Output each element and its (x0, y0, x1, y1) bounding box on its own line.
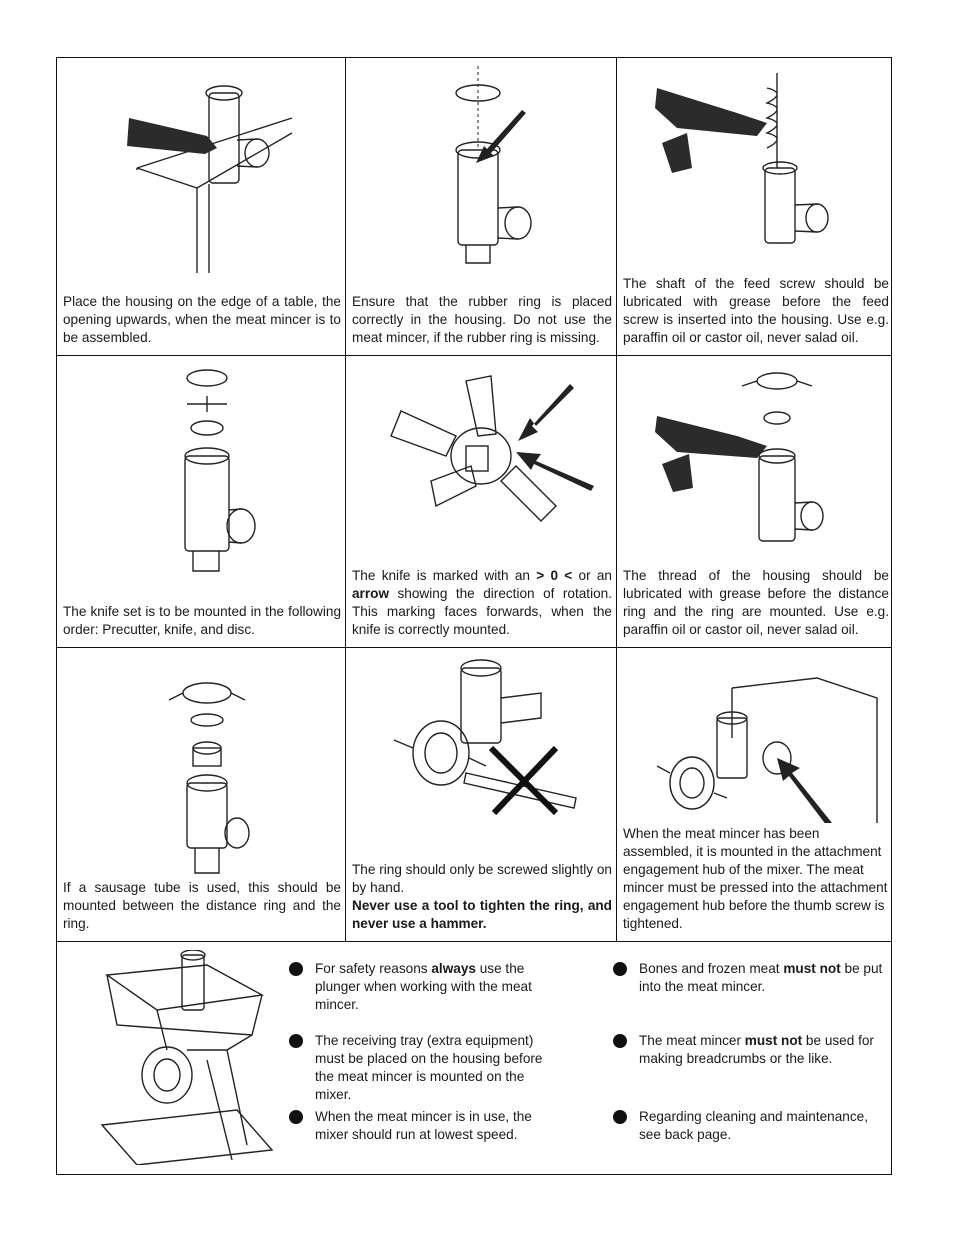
caption-thread-grease: The thread of the housing should be lubricated with grease before the distance ring and the ring are mounted. Use e.g. paraffin oil or castor oil, never salad oil. (623, 568, 889, 637)
bullet-always-plunger: For safety reasons always use the plunger when working with the meat mincer. (315, 960, 563, 1014)
caption-knife-symbol: > 0 < (536, 568, 573, 583)
cell-place-housing (57, 58, 345, 355)
caption-knife-set: The knife set is to be mounted in the following order: Precutter, knife, and disc. (63, 604, 341, 637)
illustration-housing-on-table (57, 58, 345, 288)
cell-knife-set (57, 356, 345, 647)
bullet-bones-frozen: Bones and frozen meat must not be put into the meat mincer. (639, 960, 889, 996)
cell-mount-hub (616, 648, 893, 941)
illustration-mincer-with-tray (87, 950, 277, 1165)
cell-knife-marking (345, 356, 616, 647)
illustration-knife-set-order (57, 356, 345, 576)
bullet-lowest-speed: When the meat mincer is in use, the mixer should run at lowest speed. (315, 1108, 563, 1144)
row-2 (57, 356, 891, 648)
cell-ring-by-hand (345, 648, 616, 941)
bullet-no-breadcrumbs: The meat mincer must not be used for making breadcrumbs or the like. (639, 1032, 889, 1068)
illustration-thread-grease (617, 356, 893, 556)
bullet-dot (289, 962, 303, 976)
illustration-mount-hub (617, 648, 893, 823)
illustration-no-hammer (346, 648, 616, 828)
bullet-dot (613, 962, 627, 976)
caption-knife-marking (352, 567, 612, 639)
bullet-dot (613, 1110, 627, 1124)
illustration-sausage-tube (57, 648, 345, 878)
caption-rubber-ring: Ensure that the rubber ring is placed correctly in the housing. Do not use the meat mincer, if the rubber ring is missing. (352, 294, 612, 345)
row-1 (57, 58, 891, 356)
illustration-rubber-ring (346, 58, 616, 288)
bullet-receiving-tray: The receiving tray (extra equipment) must be placed on the housing before the meat mincer is mounted on the mixer. (315, 1032, 563, 1104)
illustration-feed-screw-grease (617, 58, 893, 258)
row-4 (57, 942, 891, 1176)
caption-place-housing: Place the housing on the edge of a table, the opening upwards, when the meat mincer is to be assembled. (63, 294, 341, 345)
caption-knife-part-3: showing the direction of rotation. This marking faces forwards, when the knife is correctly mounted. (352, 586, 612, 637)
caption-knife-arrow: arrow (352, 586, 390, 601)
bullet-dot (613, 1034, 627, 1048)
caption-ring-by-hand-text: The ring should only be screwed slightly on by hand. (352, 862, 612, 895)
cell-sausage-tube (57, 648, 345, 941)
cell-thread-grease (616, 356, 893, 647)
bullet-dot (289, 1110, 303, 1124)
caption-knife-part-1: The knife is marked with an (352, 568, 537, 583)
cell-feed-screw (616, 58, 893, 355)
bullet-dot (289, 1034, 303, 1048)
caption-ring-by-hand (352, 861, 612, 933)
caption-feed-screw: The shaft of the feed screw should be lubricated with grease before the feed screw is inserted into the housing. Use e.g. paraffin oil or castor oil, never salad oil. (623, 276, 889, 345)
row-3 (57, 648, 891, 942)
cell-rubber-ring (345, 58, 616, 355)
caption-mount-hub: When the meat mincer has been assembled, it is mounted in the attachment engagement hub of the mixer. The meat mincer must be pressed into the attachment engagement hub before the thumb screw is tightened. (623, 826, 888, 931)
illustration-knife-marking (346, 356, 616, 556)
caption-sausage-tube: If a sausage tube is used, this should be mounted between the distance ring and the ring. (63, 880, 341, 931)
bullet-cleaning: Regarding cleaning and maintenance, see back page. (639, 1108, 889, 1144)
caption-ring-warning: Never use a tool to tighten the ring, and never use a hammer. (352, 898, 612, 931)
caption-knife-part-2: or an (572, 568, 612, 583)
instruction-sheet (56, 57, 892, 1175)
